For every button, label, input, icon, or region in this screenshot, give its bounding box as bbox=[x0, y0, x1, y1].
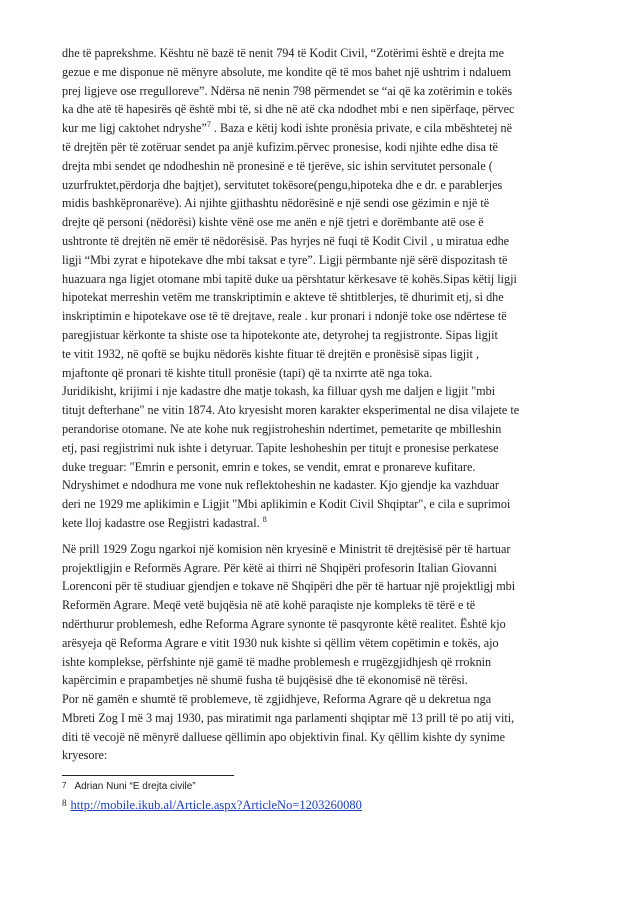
text-line: hipotekat merreshin vetëm me transkriptimin e akteve të shtitblerjes, të dhurimit etj, si dhe bbox=[62, 290, 504, 305]
text-line: inskriptimin e hipotekave ose të të drejtave, reale . kur pronari i ndonjë toke ose ndërtese të bbox=[62, 309, 507, 324]
footnote-link[interactable]: http://mobile.ikub.al/Article.aspx?ArticleNo=1203260080 bbox=[70, 798, 362, 812]
text-line: të drejtën për të zotëruar sendet pa anjë kufizim.përvec pronesise, kodi njihte edhe disa të bbox=[62, 139, 498, 154]
text-line: prej ligjeve ose rregulloreve”. Ndërsa në nenin 798 përmendet se “ai që ka zotërimin e tokës bbox=[62, 83, 513, 98]
text-line: kryesore: bbox=[62, 748, 108, 763]
text-line: Lorenconi për të studiuar gjendjen e tokave në Shqipëri dhe për të hartuar një projektligj mbi bbox=[62, 579, 516, 594]
text-line bbox=[62, 119, 582, 138]
text-line: ushtronte të drejtën në emër të nëdorësisë. Pas hyrjes në fuqi të Kodit Civil , u miratua edhe bbox=[62, 233, 510, 248]
text-line: kapërcimin e prapambetjes në shumë fusha të bujqësisë dhe të ekonomisë në tërësi. bbox=[62, 673, 468, 688]
text-line: dhe të paprekshme. Kështu në bazë të nenit 794 të Kodit Civil, “Zotërimi është e drejta me bbox=[62, 46, 504, 60]
footnote-ref-7[interactable]: 7 bbox=[206, 120, 211, 130]
footnote-text: Adrian Nuni “E drejta civile” bbox=[74, 781, 196, 792]
text-line: drejta mbi sendet qe ndodheshin në pronesinë e të tjerëve, sic ishin servitutet personale ( bbox=[62, 158, 493, 173]
text-line: Juridikisht, krijimi i nje kadastre dhe matje tokash, ka filluar qysh me daljen e ligjit "mbi bbox=[62, 384, 496, 399]
text-line: paregjistuar kërkonte ta shiste ose ta hipotekonte ate, detyrohej ta regjistronte. Sipas ligjit bbox=[62, 327, 498, 342]
text-line: Por në gamën e shumtë të problemeve, të zgjidhjeve, Reforma Agrare që u dekretua nga bbox=[62, 692, 492, 707]
text-fragment: kete lloj kadastre ose Regjistri kadastral. bbox=[62, 515, 260, 530]
text-line: diti të vecojë në mënyrë dalluese qëllimin apo objektivin final. Ky qëllim kishte dy synime bbox=[62, 729, 506, 744]
text-line: midis bashkëpronarëve). Ai njihte gjithashtu nëdorësinë e një sendi ose gëzimin e një të bbox=[62, 196, 490, 211]
text-line: duke treguar: "Emrin e personit, emrin e tokes, se vendit, emrat e pronareve kufitare. bbox=[62, 459, 476, 474]
text-line: ndërthurur problemesh, edhe Reforma Agrare synonte të pasqyronte këtë realitet. Është kjo bbox=[62, 616, 506, 631]
text-fragment: . Baza e këtij kodi ishte pronësia private, e cila mbështetej në bbox=[210, 121, 513, 136]
text-fragment: kur me ligj caktohet ndryshe” bbox=[62, 121, 207, 136]
text-line: gezue e me disponue në mënyre absolute, me kondite që të mos bahet një ushtrim i ndaluem bbox=[62, 64, 512, 79]
footnote-divider bbox=[62, 775, 234, 776]
text-line: ishte komplekse, përfshinte një gamë të madhe problemesh e rrugëzgjidhjesh që rroknin bbox=[62, 654, 492, 669]
text-line: Mbreti Zog I më 3 maj 1930, pas miratimit nga parlamenti shqiptar më 13 prill të po atij viti, bbox=[62, 710, 515, 725]
text-line: drejte që personi (nëdorësi) kishte vënë ose me anën e një tjetri e dorëmbante atë ose ë bbox=[62, 215, 484, 230]
footnote-number: 8 bbox=[62, 798, 67, 808]
footnote-7 bbox=[62, 781, 196, 792]
text-line: perandorise otomane. Ne ate kohe nuk regjistroheshin ndertimet, pemetarite qe mbilleshin bbox=[62, 421, 502, 436]
text-line: deri ne 1929 me aplikimin e Ligjit "Mbi aplikimin e Kodit Civil Shqiptar", e cila e suprimoi bbox=[62, 497, 511, 512]
text-line bbox=[62, 514, 582, 533]
text-line: uzurfruktet,përdorja dhe bajtjet), servitutet tokësore(pengu,hipoteka dhe e dr. e parablerjes bbox=[62, 177, 503, 192]
text-line: ligji “Mbi zyrat e hipotekave dhe mbi taksat e tyre”. Ligji përmbante një sërë dispozitash të bbox=[62, 252, 508, 267]
footnote-ref-8[interactable]: 8 bbox=[262, 514, 267, 524]
text-line: etj, pasi regjistrimi nuk ishte i detyruar. Tapite leshoheshin per titujt e pronesise perkatese bbox=[62, 440, 499, 455]
text-line: huazuara nga ligjet otomane mbi tapitë duke ua përshtatur kërkesave të kohës.Sipas këtij ligji bbox=[62, 271, 517, 286]
body-text bbox=[62, 44, 582, 765]
text-line: Në prill 1929 Zogu ngarkoi një komision nën kryesinë e Ministrit të drejtësisë për të hartuar bbox=[62, 541, 511, 556]
footnote-8 bbox=[62, 798, 362, 813]
text-line: ka dhe atë të hapesirës që është mbi të, si dhe në atë cka ndodhet mbi e nen sipërfaqe, përvec bbox=[62, 102, 515, 117]
text-line: titujt defterhane" ne vitin 1874. Ato kryesisht moren karakter eksperimental ne disa vilajete te bbox=[62, 403, 520, 418]
text-line: mjaftonte që pronari të kishte titull pronësie (tapi) që ta nxirrte atë nga toka. bbox=[62, 365, 433, 380]
text-line: arësyeja që Reforma Agrare e vitit 1930 nuk kishte si qëllim vëtem copëtimin e tokës, ajo bbox=[62, 635, 499, 650]
text-line: projektligjin e Reformës Agrare. Për këtë ai thirri në Shqipëri profesorin Italian Giovanni bbox=[62, 560, 497, 575]
text-line: te vitit 1932, në qoftë se bujku nëdorës kishte fituar të drejtën e pronësisë sipas ligjit , bbox=[62, 346, 479, 361]
text-line: Ndryshimet e ndodhura me vone nuk reflektoheshin ne kadaster. Kjo gjendje ka vazhduar bbox=[62, 478, 499, 493]
footnote-number: 7 bbox=[62, 781, 67, 790]
text-line: Reformën Agrare. Meqë vetë bujqësia në atë kohë paraqiste nje kompleks të tërë e të bbox=[62, 598, 476, 613]
